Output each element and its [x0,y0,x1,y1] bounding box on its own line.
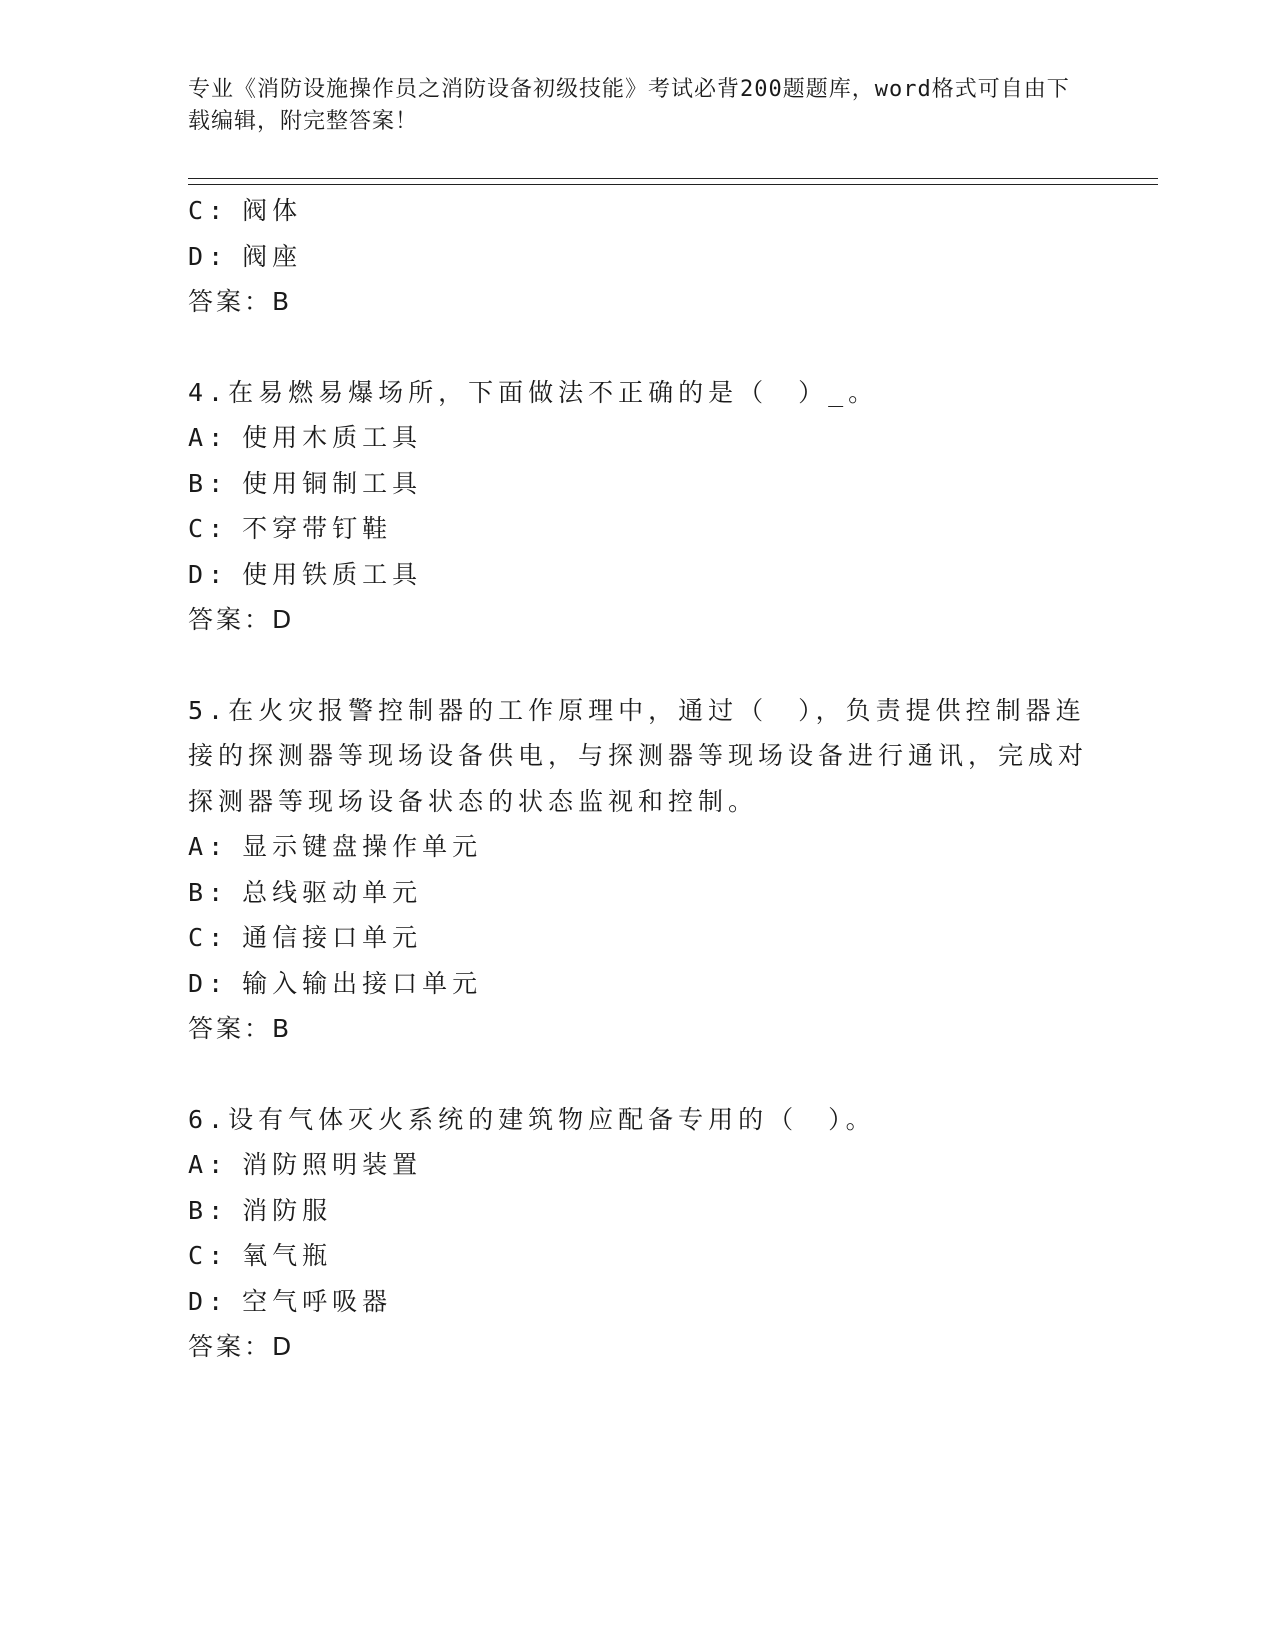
question-stem: 5.在火灾报警控制器的工作原理中，通过（ ），负责提供控制器连接的探测器等现场设备供电，与探测器等现场设备进行通讯，完成对探测器等现场设备状态的状态监视和控制。 [188,695,1089,816]
option-b: B: 使用铜制工具 [188,468,423,498]
option-a: A: 消防照明装置 [188,1150,423,1179]
option-d: D: 阀座 [188,241,303,271]
option-c: C: 阀体 [188,196,303,225]
option-b: B: 消防服 [188,1195,333,1225]
question-6 [188,1097,1088,1370]
option-c: C: 通信接口单元 [188,923,423,952]
document-header: 专业《消防设施操作员之消防设备初级技能》考试必背200题题库，word格式可自由下载编辑，附完整答案！ [188,77,1070,134]
option-c: C: 氧气瓶 [188,1241,333,1270]
answer-line: 答案：B [188,1014,293,1043]
document-body [188,188,1088,1370]
option-d: D: 使用铁质工具 [188,559,423,589]
question-stem: 4.在易燃易爆场所，下面做法不正确的是（ ）_。 [188,377,879,407]
question-4 [188,370,1088,643]
answer-line: 答案：D [188,1332,295,1361]
question-stem: 6.设有气体灭火系统的建筑物应配备专用的（ ）。 [188,1104,876,1134]
answer-line: 答案：B [188,287,293,316]
header-divider [188,178,1158,185]
option-c: C: 不穿带钉鞋 [188,514,393,543]
option-a: A: 显示键盘操作单元 [188,832,483,861]
continued-question [188,188,1088,325]
answer-line: 答案：D [188,605,295,634]
option-d: D: 输入输出接口单元 [188,968,483,998]
option-d: D: 空气呼吸器 [188,1286,393,1316]
question-5 [188,688,1088,1052]
option-b: B: 总线驱动单元 [188,877,423,907]
option-a: A: 使用木质工具 [188,423,423,452]
